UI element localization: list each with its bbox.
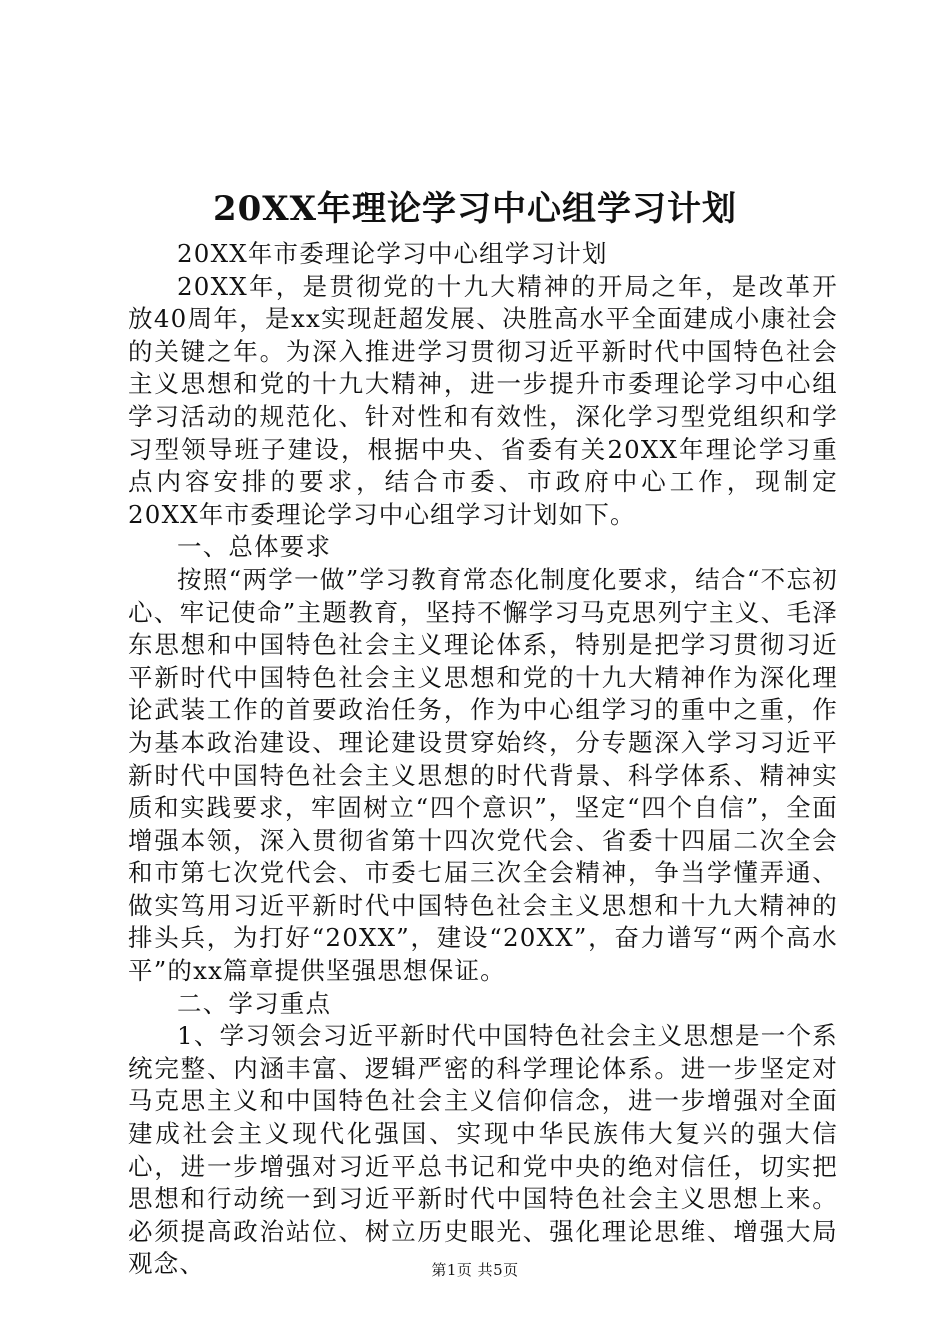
overall-requirements-paragraph: 按照“两学一做”学习教育常态化制度化要求，结合“不忘初心、牢记使命”主题教育，坚持不懈学习马克思列宁主义、毛泽东思想和中国特色社会主义理论体系，特别是把学习贯彻习近平新时代中国特色社会主义思想和党的十九大精神作为深化理论武装工作的首要政治任务，作为中心组学习的重中之重，作为基本政治建设、理论建设贯穿始终，分专题深入学习习近平新时代中国特色社会主义思想的时代背景、科学体系、精神实质和实践要求，牢固树立“四个意识”，坚定“四个自信”，全面增强本领，深入贯彻省第十四次党代会、省委十四届二次全会和市第七次党代会、市委七届三次全会精神，争当学懂弄通、做实笃用习近平新时代中国特色社会主义思想和十九大精神的排头兵，为打好“20XX”，建设“20XX”，奋力谱写“两个高水平”的xx篇章提供坚强思想保证。 [128, 564, 838, 986]
study-focus-paragraph-1: 1、学习领会习近平新时代中国特色社会主义思想是一个系统完整、内涵丰富、逻辑严密的科学理论体系。进一步坚定对马克思主义和中国特色社会主义信仰信念，进一步增强对全面建成社会主义现代化强国、实现中华民族伟大复兴的强大信心，进一步增强对习近平总书记和党中央的绝对信任，切实把思想和行动统一到习近平新时代中国特色社会主义思想上来。必须提高政治站位、树立历史眼光、强化理论思维、增强大局观念、 [128, 1021, 838, 1279]
intro-paragraph: 20XX年，是贯彻党的十九大精神的开局之年，是改革开放40周年，是xx实现赶超发展、决胜高水平全面建成小康社会的关键之年。为深入推进学习贯彻习近平新时代中国特色社会主义思想和党的十九大精神，进一步提升市委理论学习中心组学习活动的规范化、针对性和有效性，深化学习型党组织和学习型领导班子建设，根据中央、省委有关20XX年理论学习重点内容安排的要求，结合市委、市政府中心工作，现制定20XX年市委理论学习中心组学习计划如下。 [128, 271, 838, 529]
page-footer: 第1页 共5页 [431, 1261, 519, 1279]
document-title: 20XX年理论学习中心组学习计划 [212, 189, 738, 229]
section-heading-overall-requirements: 一、总体要求 [177, 532, 332, 562]
section-heading-study-focus: 二、学习重点 [177, 988, 332, 1018]
document-body [128, 238, 838, 1281]
subtitle-paragraph: 20XX年市委理论学习中心组学习计划 [177, 239, 608, 268]
